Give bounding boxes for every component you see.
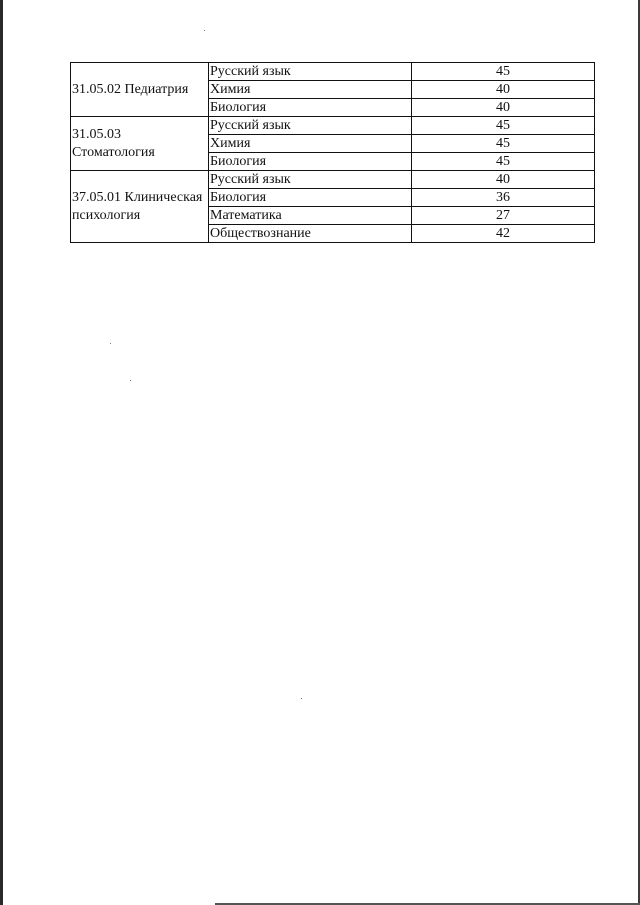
table-row xyxy=(71,63,595,81)
scan-speck xyxy=(204,30,205,31)
subject-cell: Химия xyxy=(209,135,412,153)
subject-cell: Биология xyxy=(209,99,412,117)
score-cell: 27 xyxy=(412,207,595,225)
subject-cell: Химия xyxy=(209,81,412,99)
score-cell: 45 xyxy=(412,117,595,135)
program-cell: 31.05.02 Педиатрия xyxy=(71,63,209,117)
subject-cell: Математика xyxy=(209,207,412,225)
score-cell: 45 xyxy=(412,135,595,153)
table-row xyxy=(71,117,595,135)
score-cell: 45 xyxy=(412,153,595,171)
scan-edge-left xyxy=(0,0,3,905)
scan-speck xyxy=(301,698,302,699)
score-cell: 36 xyxy=(412,189,595,207)
subject-cell: Биология xyxy=(209,153,412,171)
subject-cell: Биология xyxy=(209,189,412,207)
score-cell: 40 xyxy=(412,171,595,189)
subject-cell: Обществознание xyxy=(209,225,412,243)
score-cell: 45 xyxy=(412,63,595,81)
score-cell: 40 xyxy=(412,81,595,99)
scan-speck xyxy=(110,343,111,344)
subject-cell: Русский язык xyxy=(209,117,412,135)
program-cell: 31.05.03 Стоматология xyxy=(71,117,209,171)
scan-speck xyxy=(130,380,131,381)
score-cell: 42 xyxy=(412,225,595,243)
subject-cell: Русский язык xyxy=(209,171,412,189)
table-row xyxy=(71,171,595,189)
subject-cell: Русский язык xyxy=(209,63,412,81)
program-cell: 37.05.01 Клиническая психология xyxy=(71,171,209,243)
admission-requirements-table xyxy=(70,62,595,243)
score-cell: 40 xyxy=(412,99,595,117)
